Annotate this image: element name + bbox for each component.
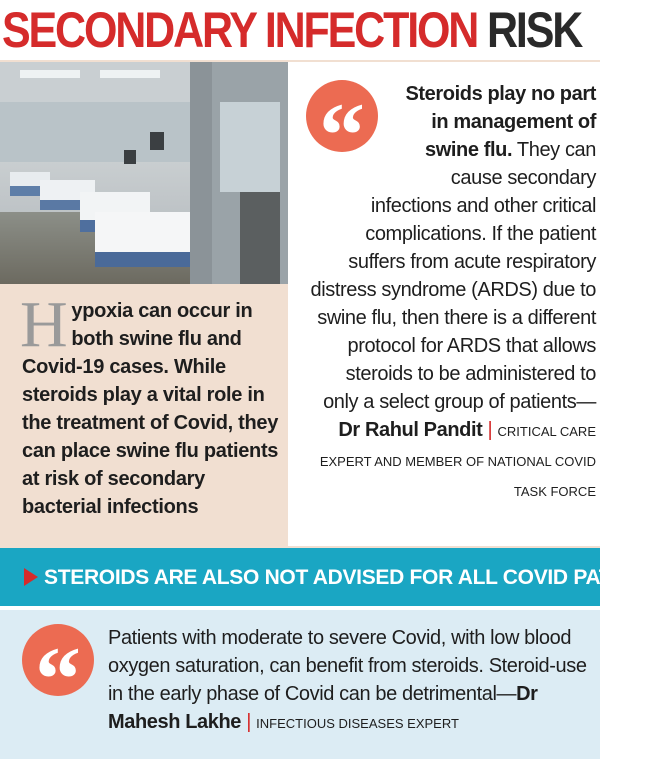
bottom-quote-speaker-role: INFECTIOUS DISEASES EXPERT (256, 716, 459, 731)
quote-speaker-role: CRITICAL CARE EXPERT AND MEMBER OF NATIONAL COVID TASK FORCE (319, 424, 596, 499)
bottom-quote-text (108, 624, 594, 738)
quote-icon: “ (22, 624, 94, 696)
bottom-quote-body: Patients with moderate to severe Covid, with low blood oxygen saturation, can benefit from steroids. Steroid-use in the early phase of Covid can be detrimental— (108, 627, 587, 705)
headline-dark-part: RISK (487, 2, 582, 58)
expert-quote-text (306, 80, 596, 506)
banner-text: STEROIDS ARE ALSO NOT ADVISED FOR ALL COVID PATIENTS (44, 566, 672, 589)
quote-icon: “ (306, 80, 378, 152)
quote-separator: | (487, 419, 493, 441)
headline-red-part: SECONDARY INFECTION (2, 2, 478, 58)
bottom-quote-speaker: Dr Mahesh Lakhe (108, 683, 538, 733)
drop-cap: H (20, 288, 68, 361)
headline-bar (0, 0, 600, 60)
hospital-ward-photo (0, 62, 290, 284)
quote-lead: Steroids play no part in management of swine flu. (405, 83, 596, 161)
quote-body: They can cause secondary infections and other critical complications. If the patient suffers from acute respiratory distress syndrome (ARDS) due to swine flu, then there is a different protocol for ARDS that allows steroids to be administered to only a select group of patients— (310, 139, 596, 413)
quote-icon-spacer (306, 80, 392, 192)
bottom-quote-separator: | (246, 711, 251, 733)
arrow-icon (24, 568, 38, 586)
intro-body: ypoxia can occur in both swine flu and Covid-19 cases. While steroids play a vital role in the treatment of Covid, they can place swine flu patients at risk of secondary bacterial infections (22, 300, 279, 518)
headline (2, 4, 581, 56)
quote-speaker: Dr Rahul Pandit (338, 419, 483, 441)
intro-text (20, 288, 284, 521)
